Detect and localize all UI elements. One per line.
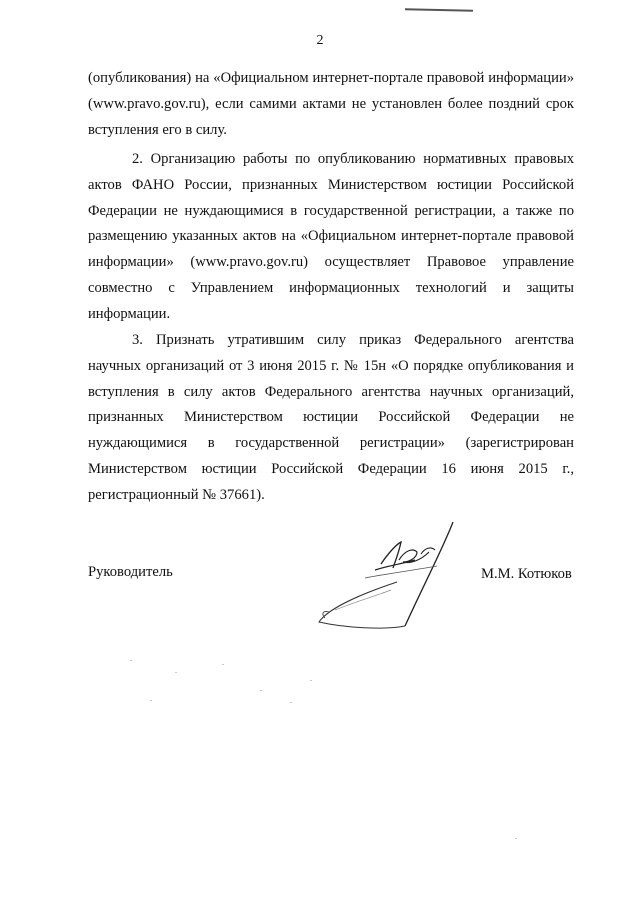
paragraph-continuation [88, 66, 574, 143]
scan-speck [222, 664, 224, 665]
signatory-title: Руководитель [88, 564, 173, 580]
signatory-name: М.М. Котюков [481, 566, 572, 582]
scan-speck [290, 702, 292, 703]
scan-speck [515, 838, 517, 839]
page-number: 2 [316, 33, 324, 48]
handwritten-signature-icon [305, 518, 475, 638]
scan-speck [130, 660, 132, 661]
paragraph-item-2 [88, 147, 574, 328]
paragraph-2-text: 2. Организацию работы по опубликованию нормативных правовых актов ФАНО России, признанных Министерством юстиции Российской Федерации не нуждающимися в государственной регистрации, а также по размещению указанных актов на «Официальном интернет-портале правовой информации» (www.pravo.gov.ru) осуществляет Правовое управление совместно с Управлением информационных технологий и защиты информации. [88, 151, 574, 322]
scan-speck [310, 680, 312, 681]
paragraph-3-text: 3. Признать утратившим силу приказ Федерального агентства научных организаций от 3 июня 2015 г. № 15н «О порядке опубликования и вступления в силу актов Федерального агентства научных организаций, признанных Министерством юстиции Российской Федерации не нуждающимися в государственной регистрации» (зарегистрирован Министерством юстиции Российской Федерации 16 июня 2015 г., регистрационный № 37661). [88, 332, 574, 503]
scan-speck [175, 672, 177, 673]
scan-speck [260, 690, 262, 691]
paragraph-1-text: (опубликования) на «Официальном интернет-портале правовой информации» (www.pravo.gov.ru), если самими актами не установлен более поздний срок вступления его в силу. [88, 70, 574, 138]
scan-speck [150, 700, 152, 701]
paragraph-item-3 [88, 328, 574, 509]
top-scan-line [405, 8, 473, 11]
